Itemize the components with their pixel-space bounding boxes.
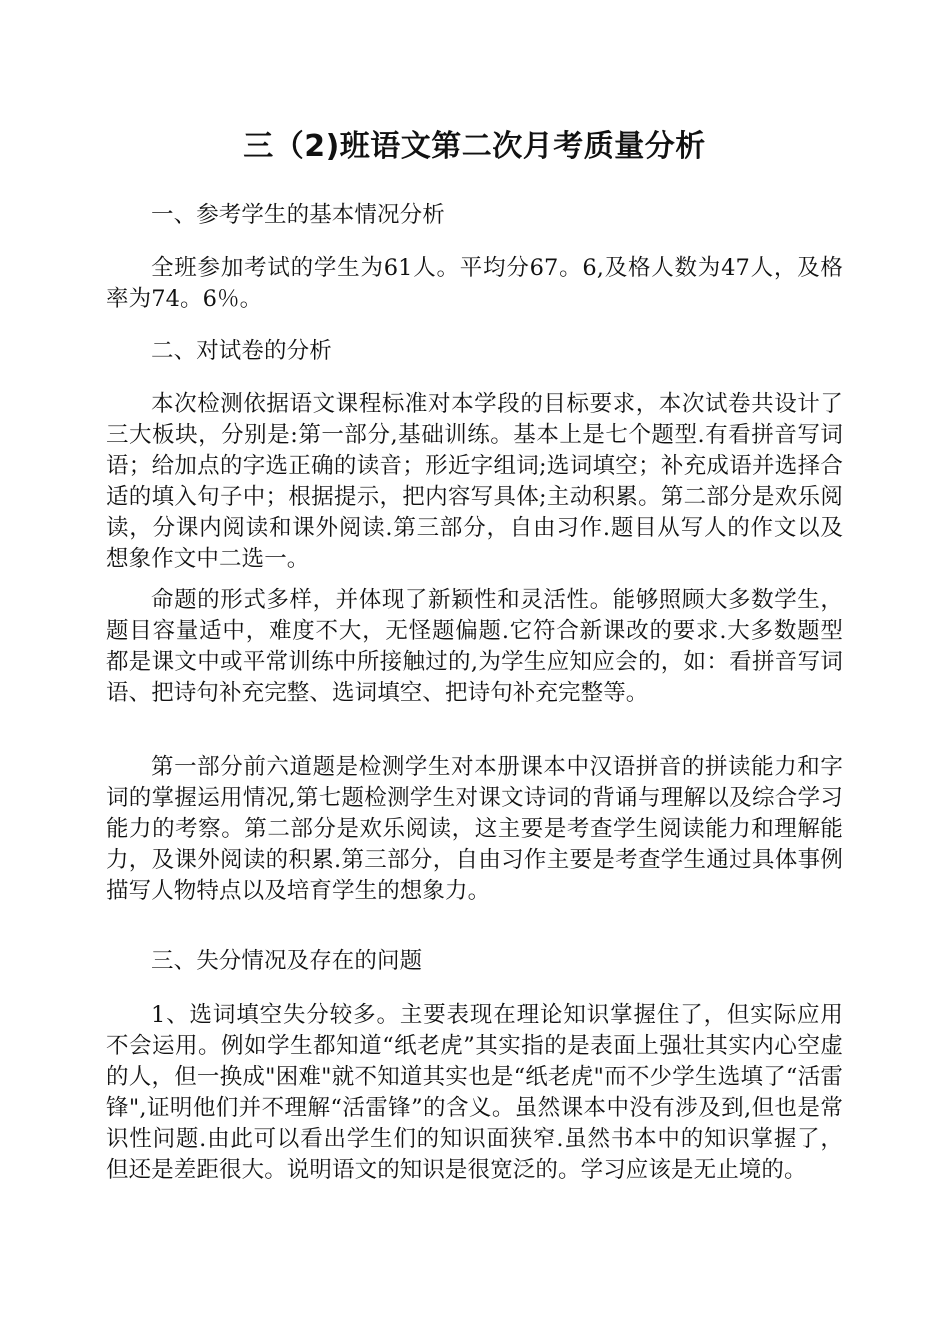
paragraph-section-purpose: 第一部分前六道题是检测学生对本册课本中汉语拼音的拼读能力和字词的掌握运用情况,第七题检测学生对课文诗词的背诵与理解以及综合学习能力的考察。第二部分是欢乐阅读，这主要是考查学生阅读能力和理解能力，及课外阅读的积累.第三部分，自由习作主要是考查学生通过具体事例描写人物特点以及培育学生的想象力。	[106, 754, 843, 904]
paragraph-participation: 全班参加考试的学生为61人。平均分67。6,及格人数为47人，及格率为74。6％。	[106, 255, 843, 312]
document-title: 三（2)班语文第二次月考质量分析	[243, 129, 706, 164]
section-heading-2: 二、对试卷的分析	[151, 338, 332, 364]
section-heading-1: 一、参考学生的基本情况分析	[151, 202, 445, 228]
paragraph-lost-points: 1、选词填空失分较多。主要表现在理论知识掌握住了，但实际应用不会运用。例如学生都知道“纸老虎”其实指的是表面上强壮其实内心空虚的人，但一换成"困难"就不知道其实也是“纸老虎"而不少学生选填了“活雷锋",证明他们并不理解“活雷锋”的含义。虽然课本中没有涉及到,但也是常识性问题.由此可以看出学生们的知识面狭窄.虽然书本中的知识掌握了，但还是差距很大。说明语文的知识是很宽泛的。学习应该是无止境的。	[106, 1002, 843, 1183]
paragraph-question-format: 命题的形式多样，并体现了新颖性和灵活性。能够照顾大多数学生，题目容量适中，难度不大，无怪题偏题.它符合新课改的要求.大多数题型都是课文中或平常训练中所接触过的,为学生应知应会的，如：看拼音写词语、把诗句补充完整、选词填空、把诗句补充完整等。	[106, 587, 843, 706]
paragraph-exam-structure: 本次检测依据语文课程标准对本学段的目标要求，本次试卷共设计了三大板块，分别是:第一部分,基础训练。基本上是七个题型.有看拼音写词语；给加点的字选正确的读音；形近字组词;选词填空；补充成语并选择合适的填入句子中；根据提示，把内容写具体;主动积累。第二部分是欢乐阅读，分课内阅读和课外阅读.第三部分，自由习作.题目从写人的作文以及想象作文中二选一。	[106, 391, 843, 572]
section-heading-3: 三、失分情况及存在的问题	[151, 948, 423, 974]
